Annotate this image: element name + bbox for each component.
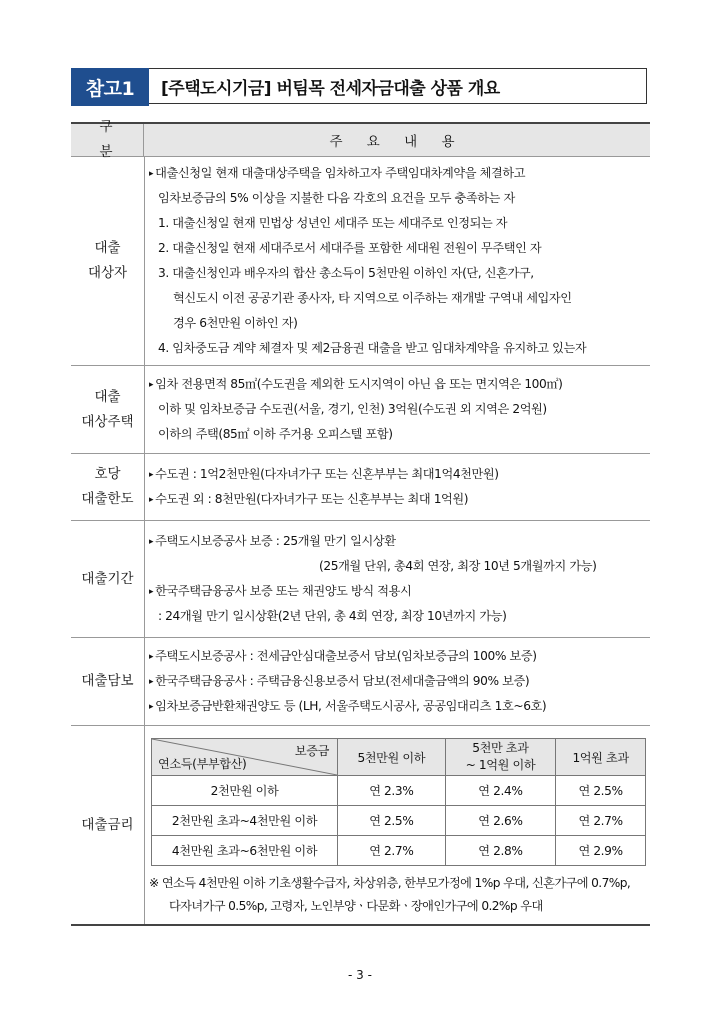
category-label: 대출 대상주택 [71,366,145,453]
rate-cell: 연 2.8% [445,836,556,866]
page-number: - 3 - [348,968,372,982]
content-line: 3. 대출신청인과 배우자의 합산 총소득이 5천만원 이하인 자(단, 신혼가구, [158,266,534,280]
rate-table [151,738,646,866]
row-collateral [71,638,650,726]
content-line: ▸ 한국주택금융공사 : 주택금융신용보증서 담보(전세대출금액의 90% 보증) [149,669,646,694]
rate-cell: 연 2.3% [338,776,446,806]
row-content [145,454,650,520]
category-label: 대출금리 [71,726,145,924]
content-line: ▸ 수도권 : 1억2천만원(다자녀가구 또는 신혼부부는 최대1억4천만원) [149,462,646,487]
rate-corner-cell [152,739,338,776]
rate-cell: 연 2.7% [338,836,446,866]
content-line: : 24개월 만기 일시상환(2년 단위, 총 4회 연장, 최장 10년까지 가능) [158,609,507,623]
content-line: 4. 임차중도금 계약 체결자 및 제2금융권 대출을 받고 임대차계약을 유지하고 있는자 [158,341,587,355]
rate-cell: 연 2.4% [445,776,556,806]
row-limit [71,454,650,521]
category-label: 호당 대출한도 [71,454,145,520]
table-row [152,836,646,866]
rate-cell: 연 2.7% [556,806,646,836]
rate-note [149,872,646,918]
content-line: (25개월 단위, 총4회 연장, 최장 10년 5개월까지 가능) [319,559,597,573]
content-line: 2. 대출신청일 현재 세대주로서 세대주를 포함한 세대원 전원이 무주택인 자 [158,241,542,255]
content-line: ▸ 주택도시보증공사 보증 : 25개월 만기 일시상환 [149,529,646,554]
content-line: ▸ 임차 전용면적 85㎡(수도권을 제외한 도시지역이 아닌 읍 또는 면지역은 100㎡) [149,372,646,397]
rate-header-row [152,739,646,776]
section-header [71,68,649,106]
rate-cell: 연 2.6% [445,806,556,836]
header-category: 구 분 [71,124,144,156]
row-content [145,157,650,365]
row-house [71,366,650,454]
content-line: ▸ 대출신청일 현재 대출대상주택을 임차하고자 주택임대차계약을 체결하고 [149,161,646,186]
col-header: 5천만 초과 ~ 1억원 이하 [445,739,556,776]
content-line: ▸ 주택도시보증공사 : 전세금안심대출보증서 담보(임차보증금의 100% 보증) [149,644,646,669]
note-line: ※ 연소득 4천만원 이하 기초생활수급자, 차상위층, 한부모가정에 1%p 우대, 신혼가구에 0.7%p, [149,876,631,890]
corner-top-label: 보증금 [294,744,329,758]
table-row [152,806,646,836]
income-cell: 2천만원 이하 [152,776,338,806]
content-line: 혁신도시 이전 공공기관 종사자, 타 지역으로 이주하는 재개발 구역내 세입자인 [173,291,572,305]
rate-cell: 연 2.9% [556,836,646,866]
reference-badge: 참고1 [71,68,149,106]
category-label: 대출기간 [71,521,145,637]
table-row [152,776,646,806]
content-line: ▸ 수도권 외 : 8천만원(다자녀가구 또는 신혼부부는 최대 1억원) [149,487,646,512]
col-header: 1억원 초과 [556,739,646,776]
row-target [71,157,650,366]
content-line: 임차보증금의 5% 이상을 지불한 다음 각호의 요건을 모두 충족하는 자 [158,191,515,205]
note-line: 다자녀가구 0.5%p, 고령자, 노인부양ㆍ다문화ㆍ장애인가구에 0.2%p 우대 [169,899,543,913]
col-header: 5천만원 이하 [338,739,446,776]
row-rate [71,726,650,924]
row-content [145,638,650,725]
header-content: 주 요 내 용 [329,134,465,150]
rate-cell: 연 2.5% [338,806,446,836]
content-line: 이하 및 임차보증금 수도권(서울, 경기, 인천) 3억원(수도권 외 지역은 2억원) [158,402,547,416]
content-line: 경우 6천만원 이하인 자) [173,316,298,330]
content-line: ▸ 임차보증금반환채권양도 등 (LH, 서울주택도시공사, 공공임대리츠 1호~6호) [149,694,646,719]
content-line: 1. 대출신청일 현재 민법상 성년인 세대주 또는 세대주로 인정되는 자 [158,216,508,230]
table-header-row [71,119,650,160]
rate-cell: 연 2.5% [556,776,646,806]
content-line: ▸ 한국주택금융공사 보증 또는 채권양도 방식 적용시 [149,579,646,604]
row-period [71,521,650,638]
row-content [145,366,650,453]
content-line: 이하의 주택(85㎡ 이하 주거용 오피스텔 포함) [158,427,393,441]
category-label: 대출담보 [71,638,145,725]
income-cell: 4천만원 초과~6천만원 이하 [152,836,338,866]
corner-bottom-label: 연소득(부부합산) [158,757,247,771]
row-content [145,726,650,924]
category-label: 대출 대상자 [71,157,145,365]
overview-table [71,119,650,926]
page-title: [주택도시기금] 버팀목 전세자금대출 상품 개요 [149,68,647,104]
income-cell: 2천만원 초과~4천만원 이하 [152,806,338,836]
row-content [145,521,650,637]
